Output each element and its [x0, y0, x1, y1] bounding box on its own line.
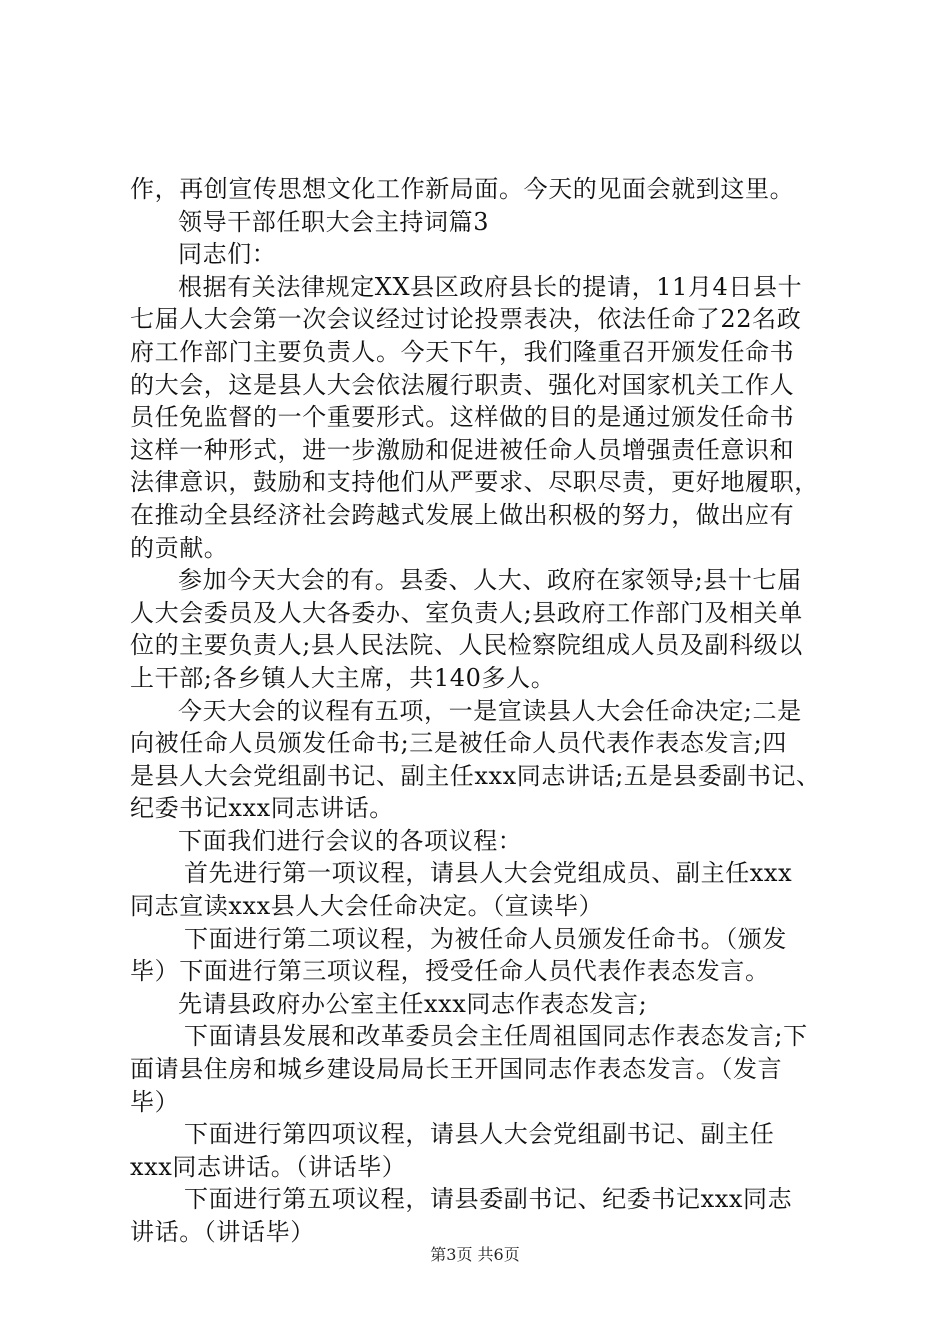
text-line: 根据有关法律规定XX县区政府县长的提请，11月4日县十 [178, 272, 803, 301]
text-line: 的大会，这是县人大会依法履行职责、强化对国家机关工作人 [130, 370, 795, 399]
text-line: 下面我们进行会议的各项议程： [178, 826, 523, 855]
text-line: 员任免监督的一个重要形式。这样做的目的是通过颁发任命书 [130, 403, 795, 432]
text-line: 府工作部门主要负责人。今天下午，我们隆重召开颁发任命书 [130, 337, 795, 366]
salutation: 同志们： [178, 240, 277, 269]
text-line: 首先进行第一项议程，请县人大会党组成员、副主任xxx [184, 859, 793, 888]
text-line: 先请县政府办公室主任xxx同志作表态发言; [178, 989, 648, 1018]
text-line: xxx同志讲话。（讲话毕） [130, 1152, 407, 1181]
text-line: 这样一种形式，进一步激励和促进被任命人员增强责任意识和 [130, 435, 795, 464]
section-heading: 领导干部任职大会主持词篇3 [178, 207, 490, 236]
text-line: 毕）下面进行第三项议程，授受任命人员代表作表态发言。 [130, 957, 770, 986]
text-line: 讲话。（讲话毕） [130, 1218, 315, 1246]
text-line: 的贡献。 [130, 533, 229, 562]
text-line: 下面请县发展和改革委员会主任周祖国同志作表态发言;下 [184, 1022, 808, 1051]
text-line: 面请县住房和城乡建设局局长王开国同志作表态发言。（发言 [130, 1055, 783, 1084]
text-line: 下面进行第五项议程，请县委副书记、纪委书记xxx同志 [184, 1185, 793, 1214]
text-line: 下面进行第四项议程，请县人大会党组副书记、副主任 [184, 1120, 775, 1149]
text-line: 法律意识，鼓励和支持他们从严要求、尽职尽责，更好地履职， [130, 468, 819, 497]
page-number-footer: 第3页 共6页 [430, 1245, 520, 1264]
text-line: 位的主要负责人;县人民法院、人民检察院组成人员及副科级以 [130, 631, 803, 660]
text-line: 下面进行第二项议程，为被任命人员颁发任命书。（颁发 [184, 924, 787, 953]
text-line: 今天大会的议程有五项，一是宣读县人大会任命决定;二是 [178, 696, 802, 725]
text-line: 纪委书记xxx同志讲话。 [130, 794, 394, 823]
text-line: 参加今天大会的有。县委、人大、政府在家领导;县十七届 [178, 566, 802, 595]
text-line: 七届人大会第一次会议经过讨论投票表决，依法任命了22名政 [130, 305, 802, 334]
document-body [130, 173, 830, 1249]
text-line: 作，再创宣传思想文化工作新局面。今天的见面会就到这里。 [130, 175, 795, 203]
text-line: 在推动全县经济社会跨越式发展上做出积极的努力，做出应有 [130, 500, 795, 529]
text-line: 人大会委员及人大各委办、室负责人;县政府工作部门及相关单 [130, 598, 803, 627]
text-line: 毕） [130, 1087, 180, 1116]
text-line: 同志宣读xxx县人大会任命决定。（宣读毕） [130, 892, 604, 921]
text-line: 是县人大会党组副书记、副主任xxx同志讲话;五是县委副书记、 [130, 761, 821, 790]
text-line: 向被任命人员颁发任命书;三是被任命人员代表作表态发言;四 [130, 729, 787, 758]
text-line: 上干部;各乡镇人大主席，共140多人。 [130, 663, 556, 692]
